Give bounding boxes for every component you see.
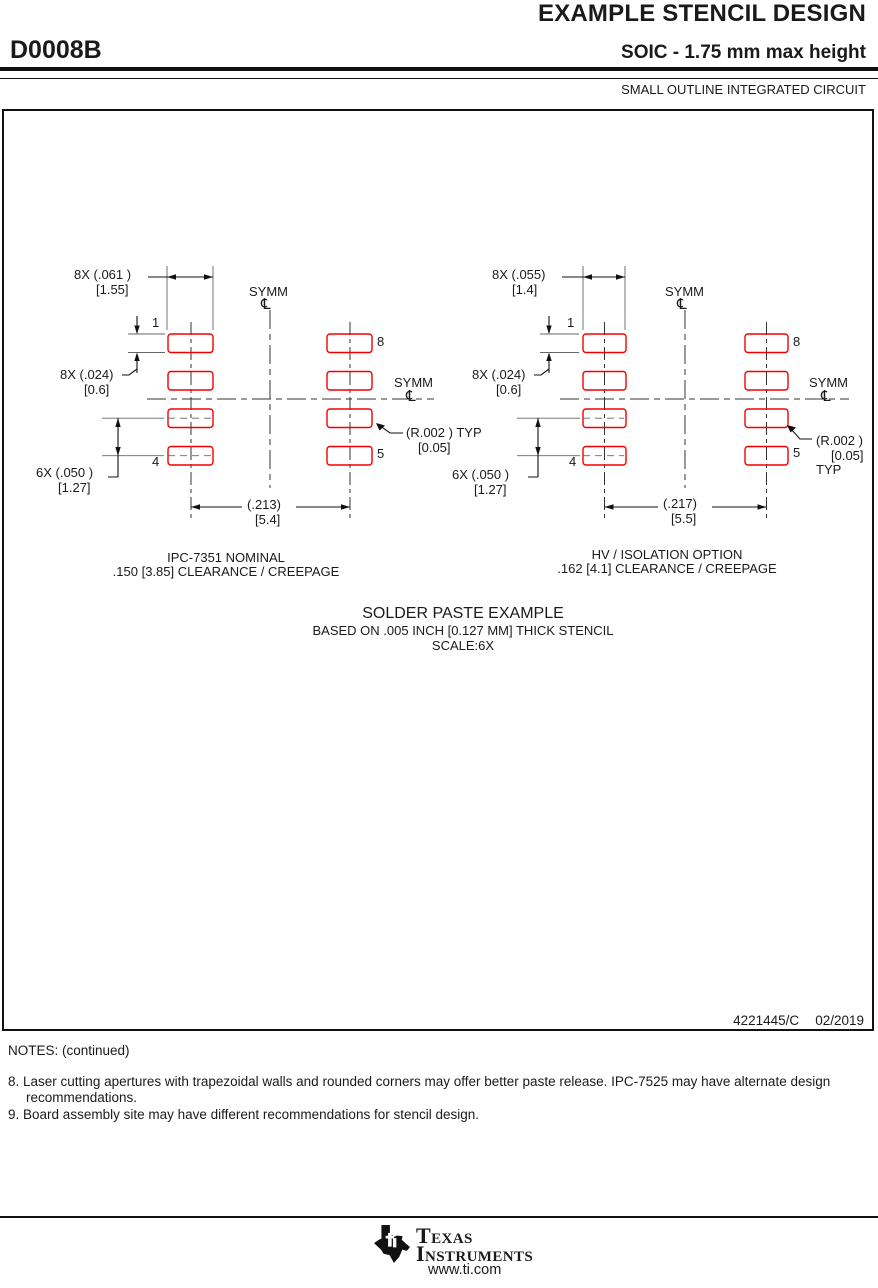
pin-number: 8 <box>377 334 385 349</box>
pin-number: 1 <box>567 315 575 330</box>
dim-span-label: (.213) <box>247 497 281 512</box>
note-number: 8. <box>8 1073 20 1089</box>
dim-pad-height-mm: [0.6] <box>84 382 110 397</box>
dim-pad-width-mm: [1.4] <box>512 282 538 297</box>
solder-paste-scale: SCALE:6X <box>431 638 495 653</box>
right-diagram-caption-title: HV / ISOLATION OPTION <box>591 547 743 562</box>
dim-pad-width-mm: [1.55] <box>96 282 129 297</box>
corner-radius-typ: TYP <box>816 462 842 477</box>
dim-pad-width-label: 8X (.055) <box>492 267 546 282</box>
corner-radius-note: (R.002 ) TYP <box>406 425 482 440</box>
solder-paste-subtitle: BASED ON .005 INCH [0.127 MM] THICK STENCIL <box>312 623 614 638</box>
brand-line-texas: Texas <box>416 1223 473 1248</box>
right-diagram-caption-clearance: .162 [4.1] CLEARANCE / CREEPAGE <box>557 561 777 576</box>
note-text: Board assembly site may have different recommendations for stencil design. <box>23 1106 480 1122</box>
brand-line-instruments: Instruments <box>416 1241 534 1266</box>
corner-radius-mm: [0.05] <box>418 440 451 455</box>
left-diagram-caption-clearance: .150 [3.85] CLEARANCE / CREEPAGE <box>112 564 340 579</box>
footer-rule <box>0 1216 878 1218</box>
note-item <box>8 1107 864 1124</box>
drawing-number-block <box>733 1013 864 1028</box>
pin-number: 4 <box>569 454 577 469</box>
ti-brand-wordmark <box>416 1223 534 1266</box>
note-item <box>8 1074 864 1107</box>
solder-paste-title: SOLDER PASTE EXAMPLE <box>362 605 564 622</box>
dim-span-mm: [5.4] <box>255 512 281 527</box>
dim-span-label: (.217) <box>663 496 697 511</box>
dim-pad-width-label: 8X (.061 ) <box>74 267 132 282</box>
dim-pitch-mm: [1.27] <box>474 482 507 497</box>
centerline-icon: ℄ <box>406 388 416 405</box>
pin-number: 5 <box>793 445 801 460</box>
drawing-number: 4221445/C <box>733 1013 800 1028</box>
dim-span-mm: [5.5] <box>671 511 697 526</box>
dim-pad-height-label: 8X (.024) <box>472 367 526 382</box>
dim-pad-height-label: 8X (.024) <box>60 367 114 382</box>
ti-website-link[interactable]: www.ti.com <box>428 1262 502 1278</box>
symm-label-right: SYMM <box>809 375 848 390</box>
dim-pitch-label: 6X (.050 ) <box>36 465 94 480</box>
dim-pitch-label: 6X (.050 ) <box>452 467 510 482</box>
solder-paste-title-block <box>263 604 663 653</box>
note-number: 9. <box>8 1106 20 1122</box>
pin-number: 4 <box>152 454 160 469</box>
revision-date: 02/2019 <box>815 1013 864 1028</box>
symm-label-top: SYMM <box>249 284 288 299</box>
package-heading: SOIC - 1.75 mm max height <box>621 42 866 63</box>
left-diagram-caption-title: IPC-7351 NOMINAL <box>167 550 285 565</box>
centerline-icon: ℄ <box>261 296 271 313</box>
part-number: D0008B <box>10 36 102 64</box>
notes-heading: NOTES: (continued) <box>8 1043 130 1058</box>
pin-number: 5 <box>377 446 385 461</box>
dim-pitch-mm: [1.27] <box>58 480 91 495</box>
centerline-icon: ℄ <box>821 388 831 405</box>
corner-radius-note: (R.002 ) <box>816 433 863 448</box>
page-title: EXAMPLE STENCIL DESIGN <box>537 0 866 27</box>
pin-number: 1 <box>152 315 160 330</box>
symm-label-top: SYMM <box>665 284 704 299</box>
right-diagram-dimensions <box>517 266 812 510</box>
note-text: Laser cutting apertures with trapezoidal walls and rounded corners may offer better paste release. IPC-7525 may have alternate design recommendations. <box>23 1073 831 1105</box>
dim-pad-height-mm: [0.6] <box>496 382 522 397</box>
pin-number: 8 <box>793 334 801 349</box>
centerline-icon: ℄ <box>677 296 687 313</box>
corner-radius-mm: [0.05] <box>831 448 864 463</box>
notes-section <box>8 1043 860 1123</box>
ti-logo-icon <box>373 1225 411 1263</box>
left-diagram-dimensions <box>102 266 403 510</box>
package-subheading: SMALL OUTLINE INTEGRATED CIRCUIT <box>621 82 866 97</box>
symm-label-right: SYMM <box>394 375 433 390</box>
